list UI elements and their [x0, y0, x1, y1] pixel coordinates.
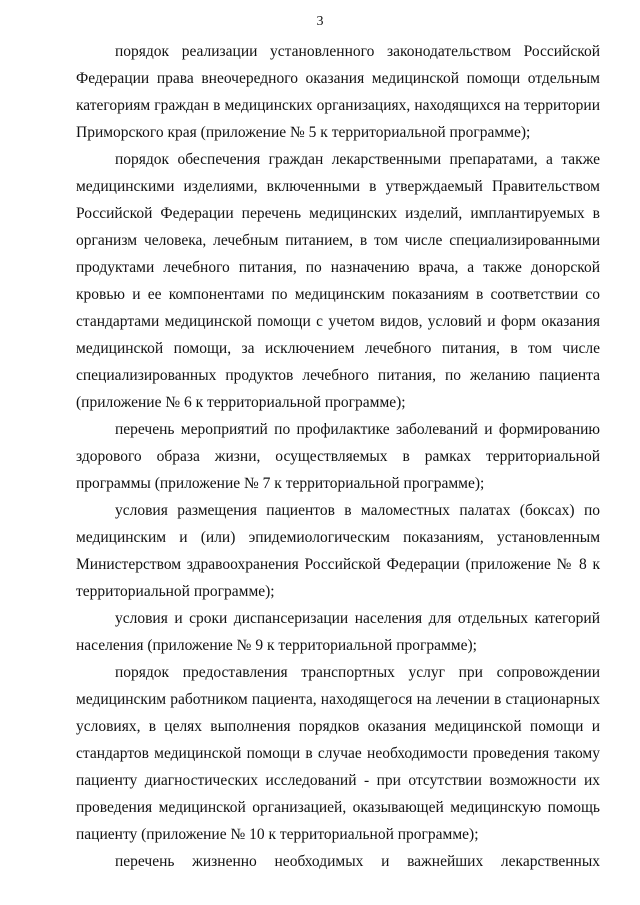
- paragraph-appendix-5: порядок реализации установленного законодательством Российской Федерации права внеочередного оказания медицинской помощи отдельным категориям граждан в медицинских организациях, находящихся на территории Приморского края (приложение № 5 к территориальной программе);: [76, 43, 600, 141]
- paragraph-appendix-10: порядок предоставления транспортных услуг при сопровождении медицинским работником пациента, находящегося на лечении в стационарных условиях, в целях выполнения порядков оказания медицинской помощи и стандартов медицинской помощи в случае необходимости проведения такому пациенту диагностических исследований - при отсутствии возможности их проведения медицинской организацией, оказывающей медицинскую помощь пациенту (приложение № 10 к территориальной программе);: [76, 664, 600, 843]
- paragraph-appendix-7: перечень мероприятий по профилактике заболеваний и формированию здорового образа жизни, осуществляемых в рамках территориальной программы (приложение № 7 к территориальной программе);: [76, 421, 600, 492]
- paragraph-continuation: перечень жизненно необходимых и важнейших лекарственных: [115, 853, 600, 870]
- paragraph-appendix-6: порядок обеспечения граждан лекарственными препаратами, а также медицинскими изделиями, включенными в утверждаемый Правительством Российской Федерации перечень медицинских изделий, имплантируемых в организм человека, лечебным питанием, в том числе специализированными продуктами лечебного питания, по назначению врача, а также донорской кровью и ее компонентами по медицинским показаниям в соответствии со стандартами медицинской помощи с учетом видов, условий и форм оказания медицинской помощи, за исключением лечебного питания, в том числе специализированных продуктов лечебного питания, по желанию пациента (приложение № 6 к территориальной программе);: [76, 151, 600, 411]
- paragraph-appendix-9: условия и сроки диспансеризации населения для отдельных категорий населения (приложение № 9 к территориальной программе);: [76, 610, 600, 654]
- page-number: 3: [316, 14, 324, 29]
- paragraph-appendix-8: условия размещения пациентов в маломестных палатах (боксах) по медицинским и (или) эпидемиологическим показаниям, установленным Министерством здравоохранения Российской Федерации (приложение № 8 к территориальной программе);: [76, 502, 600, 600]
- page-body: [76, 38, 600, 875]
